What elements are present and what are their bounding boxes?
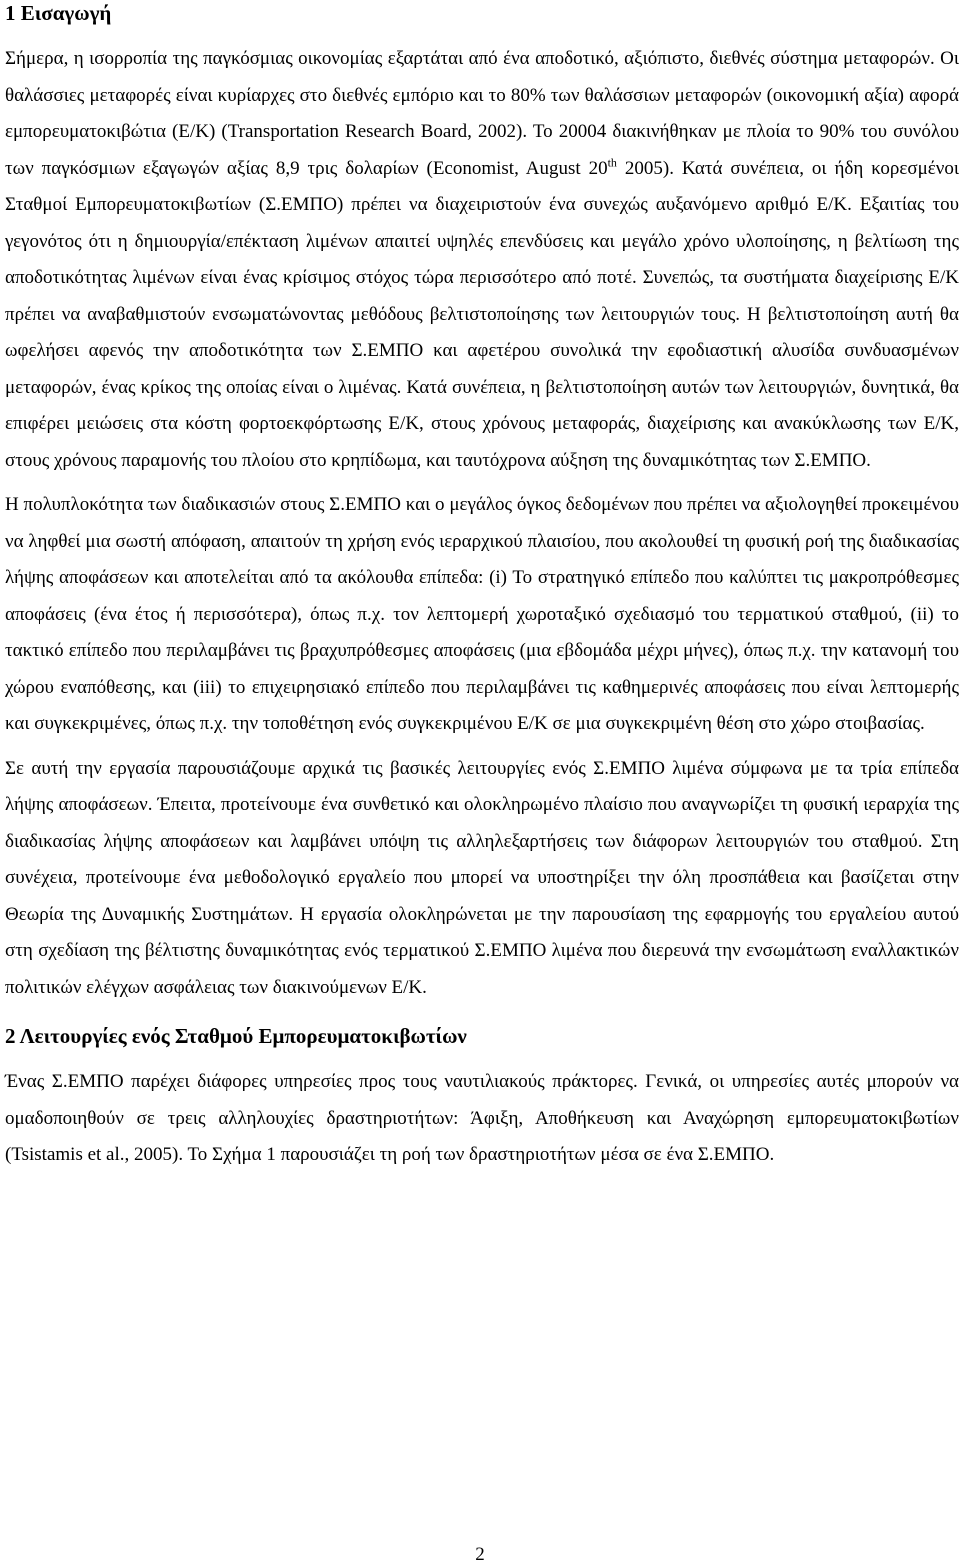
section-2-paragraph-1: Ένας Σ.ΕΜΠΟ παρέχει διάφορες υπηρεσίες προς τους ναυτιλιακούς πράκτορες. Γενικά, οι υπηρεσίες αυτές μπορούν να ομαδοποιηθούν σε τρεις αλληλουχίες δραστηριοτήτων: Άφιξη, Αποθήκευση και Αναχώρηση εμπορευματοκιβωτίων (Tsistamis et al., 2005). Το Σχήμα 1 παρουσιάζει τη ροή των δραστηριοτήτων μέσα σε ένα Σ.ΕΜΠΟ. [5, 1071, 959, 1165]
section-2-heading: 2 Λειτουργίες ενός Σταθμού Εμπορευματοκιβωτίων [5, 1024, 467, 1048]
paragraph-text-continued: 2005). Κατά συνέπεια, οι ήδη κορεσμένοι Σταθμοί Εμπορευματοκιβωτίων (Σ.ΕΜΠΟ) πρέπει να διαχειριστούν ένα συνεχώς αυξανόμενο αριθμό Ε/Κ. Εξαιτίας του γεγονότος ότι η δημιουργία/επέκταση λιμένων απαιτεί υψηλές επενδύσεις και μεγάλο χρόνο υλοποίησης, η βελτίωση της αποδοτικότητας λιμένων είναι ένας κρίσιμος στόχος τώρα περισσότερο από ποτέ. Συνεπώς, τα συστήματα διαχείρισης Ε/Κ πρέπει να αναβαθμιστούν ενσωματώνοντας μεθόδους βελτιστοποίησης των λειτουργιών τους. Η βελτιστοποίηση αυτή θα ωφελήσει αφενός την αποδοτικότητα των Σ.ΕΜΠΟ και αφετέρου συνολικά την εφοδιαστική αλυσίδα συνδυασμένων μεταφορών, ένας κρίκος της οποίας είναι ο λιμένας. Κατά συνέπεια, η βελτιστοποίηση αυτών των λειτουργιών, δυνητικά, θα επιφέρει μειώσεις στα κόστη φορτοεκφόρτωσης Ε/Κ, στους χρόνους μεταφοράς, διαχείρισης και ανακύκλωσης των Ε/Κ, στους χρόνους παραμονής του πλοίου στο κρηπίδωμα, και ταυτόχρονα αύξηση της δυναμικότητας των Σ.ΕΜΠΟ. [5, 157, 959, 471]
page-number: 2 [475, 1544, 485, 1565]
document-page [5, 0, 959, 1174]
section-1-heading: 1 Εισαγωγή [5, 1, 112, 25]
superscript-th: th [607, 155, 617, 170]
section-1-paragraph-3: Σε αυτή την εργασία παρουσιάζουμε αρχικά τις βασικές λειτουργίες ενός Σ.ΕΜΠΟ λιμένα σύμφωνα με τα τρία επίπεδα λήψης αποφάσεων. Έπειτα, προτείνουμε ένα συνθετικό και ολοκληρωμένο πλαίσιο που αναγνωρίζει τη φυσική ιεραρχία της διαδικασίας λήψης αποφάσεων και λαμβάνει υπόψη τις αλληλεξαρτήσεις των διάφορων λειτουργιών του σταθμού. Στη συνέχεια, προτείνουμε ένα μεθοδολογικό εργαλείο που μπορεί να υποστηρίξει την όλη προσπάθεια και βασίζεται στην Θεωρία της Δυναμικής Συστημάτων. Η εργασία ολοκληρώνεται με την παρουσίαση της εφαρμογής του εργαλείου αυτού στη σχεδίαση της βέλτιστης δυναμικότητας ενός τερματικού Σ.ΕΜΠΟ λιμένα που διερευνά την ενσωμάτωση εναλλακτικών πολιτικών ελέγχων ασφάλειας των διακινούμενων Ε/Κ. [5, 757, 959, 998]
section-1-paragraph-2: Η πολυπλοκότητα των διαδικασιών στους Σ.ΕΜΠΟ και ο μεγάλος όγκος δεδομένων που πρέπει να αξιολογηθεί προκειμένου να ληφθεί μια σωστή απόφαση, απαιτούν τη χρήση ενός ιεραρχικού πλαισίου, που ακολουθεί τη φυσική ροή της διαδικασίας λήψης αποφάσεων και αποτελείται από τα ακόλουθα επίπεδα: (i) Το στρατηγικό επίπεδο που καλύπτει τις μακροπρόθεσμες αποφάσεις (ένα έτος ή περισσότερα), όπως π.χ. τον λεπτομερή χωροταξικό σχεδιασμό του τερματικού σταθμού, (ii) το τακτικό επίπεδο που περιλαμβάνει τις βραχυπρόθεσμες αποφάσεις (μια εβδομάδα μέχρι μήνες), όπως π.χ. την κατανομή του χώρου εναπόθεσης, και (iii) το επιχειρησιακό επίπεδο που περιλαμβάνει τις καθημερινές αποφάσεις που είναι λεπτομερής και συγκεκριμένες, όπως π.χ. την τοποθέτηση ενός συγκεκριμένου Ε/Κ σε μια συγκεκριμένη θέση στο χώρο στοιβασίας. [5, 494, 959, 734]
section-1-paragraph-1 [5, 41, 959, 479]
paragraph-text: Σήμερα, η ισορροπία της παγκόσμιας οικονομίας εξαρτάται από ένα αποδοτικό, αξιόπιστο, διεθνές σύστημα μεταφορών. Οι θαλάσσιες μεταφορές είναι κυρίαρχες στο διεθνές εμπόριο και το 80% των θαλάσσιων μεταφορών (οικονομική αξία) αφορά εμπορευματοκιβώτια (Ε/Κ) (Transportation Research Board, 2002). Το 20004 διακινήθηκαν με πλοία το 90% του συνόλου των παγκόσμιων εξαγωγών αξίας 8,9 τρις δολαρίων (Economist, August 20 [5, 48, 959, 179]
